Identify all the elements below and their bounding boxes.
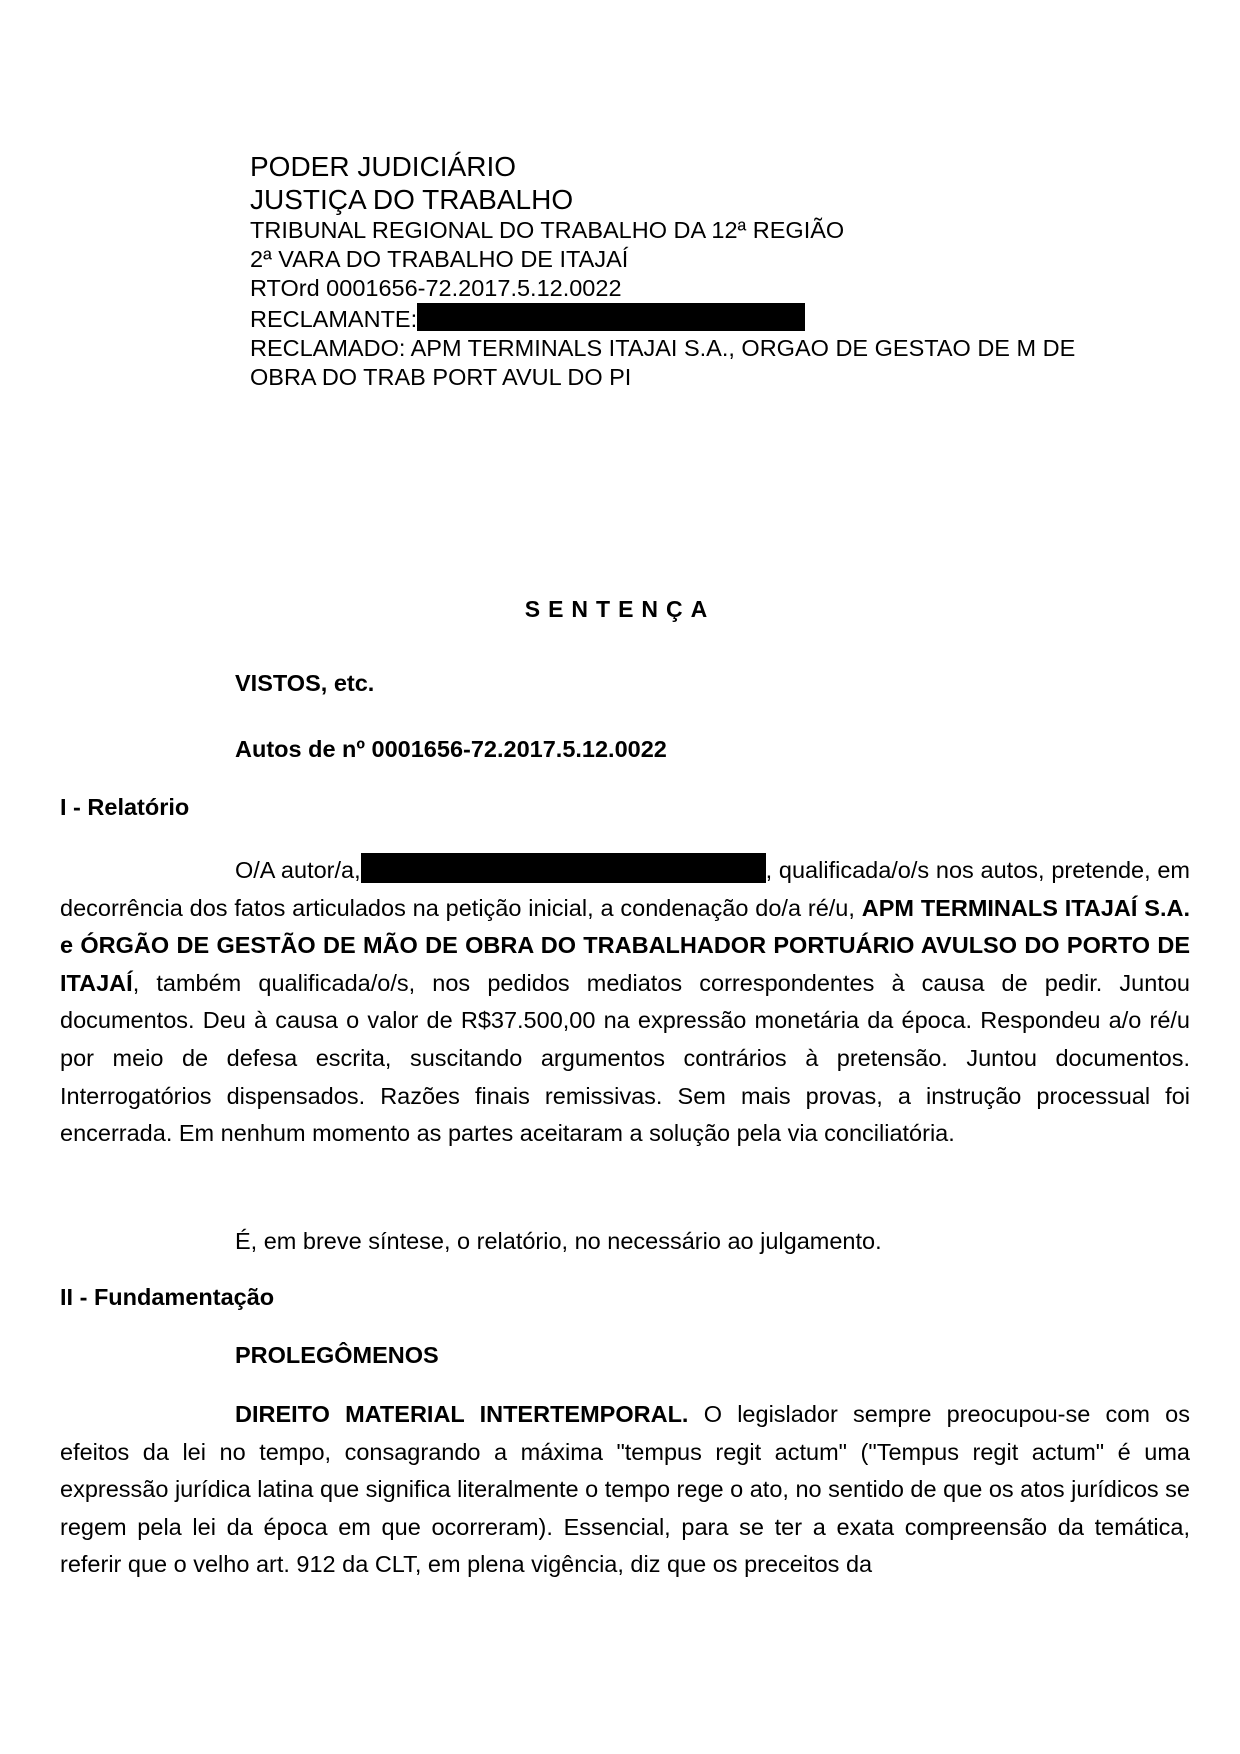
paragraph-direito-intertemporal xyxy=(60,1396,1190,1584)
document-header xyxy=(250,150,1150,392)
para1-parties: APM TERMINALS ITAJAÍ S.A. e ÓRGÃO DE GESTÃO DE MÃO DE OBRA DO TRABALHADOR PORTUÁRIO AVULSO DO PORTO DE ITAJAÍ xyxy=(60,894,1190,996)
header-justica-do-trabalho: JUSTIÇA DO TRABALHO xyxy=(250,184,574,215)
header-reclamante xyxy=(250,303,1150,334)
header-tribunal: TRIBUNAL REGIONAL DO TRABALHO DA 12ª REGIÃO xyxy=(250,217,845,243)
autos-line: Autos de nº 0001656-72.2017.5.12.0022 xyxy=(235,736,667,762)
header-reclamado-2: OBRA DO TRAB PORT AVUL DO PI xyxy=(250,364,632,390)
section-relatorio-heading: I - Relatório xyxy=(60,794,190,820)
vistos-line: VISTOS, etc. xyxy=(235,670,375,696)
prolegomenos-heading: PROLEGÔMENOS xyxy=(235,1342,439,1368)
redaction-bar xyxy=(417,303,805,331)
para1-end: , também qualificada/o/s, nos pedidos mediatos correspondentes à causa de pedir. Juntou documentos. Deu à causa o valor de R$37.500,00 na expressão monetária da época. Respondeu a/o ré/u por meio de defesa escrita, suscitando argumentos contrários à pretensão. Juntou documentos. Interrogatórios dispensados. Razões finais remissivas. Sem mais provas, a instrução processual foi encerrada. Em nenhum momento as partes aceitaram a solução pela via conciliatória. xyxy=(60,969,1190,1147)
section-fundamentacao-heading: II - Fundamentação xyxy=(60,1284,275,1310)
paragraph-sintese: É, em breve síntese, o relatório, no necessário ao julgamento. xyxy=(235,1228,882,1254)
para3-bold: DIREITO MATERIAL INTERTEMPORAL. xyxy=(235,1401,689,1427)
document-title: SENTENÇA xyxy=(524,596,716,622)
header-reclamado-1: RECLAMADO: APM TERMINALS ITAJAI S.A., ORGAO DE GESTAO DE M DE xyxy=(250,335,1076,361)
header-poder-judiciario: PODER JUDICIÁRIO xyxy=(250,151,517,182)
header-vara: 2ª VARA DO TRABALHO DE ITAJAÍ xyxy=(250,246,629,272)
header-process-number: RTOrd 0001656-72.2017.5.12.0022 xyxy=(250,275,622,301)
para1-middle: , qualificada/o/s nos autos, pretende, em decorrência dos fatos articulados na petição inicial, a condenação do/a ré/u, xyxy=(60,857,1191,921)
para1-start: O/A autor/a, xyxy=(235,857,361,883)
redaction-bar xyxy=(361,853,766,883)
paragraph-relatorio xyxy=(60,852,1190,1153)
para3-text: O legislador sempre preocupou-se com os efeitos da lei no tempo, consagrando a máxima "tempus regit actum" ("Tempus regit actum" é uma expressão jurídica latina que significa literalmente o tempo rege o ato, no sentido de que os atos jurídicos se regem pela lei da época em que ocorreram). Essencial, para se ter a exata compreensão da temática, referir que o velho art. 912 da CLT, em plena vigência, diz que os preceitos da xyxy=(60,1401,1190,1578)
reclamante-label: RECLAMANTE: xyxy=(250,306,418,332)
